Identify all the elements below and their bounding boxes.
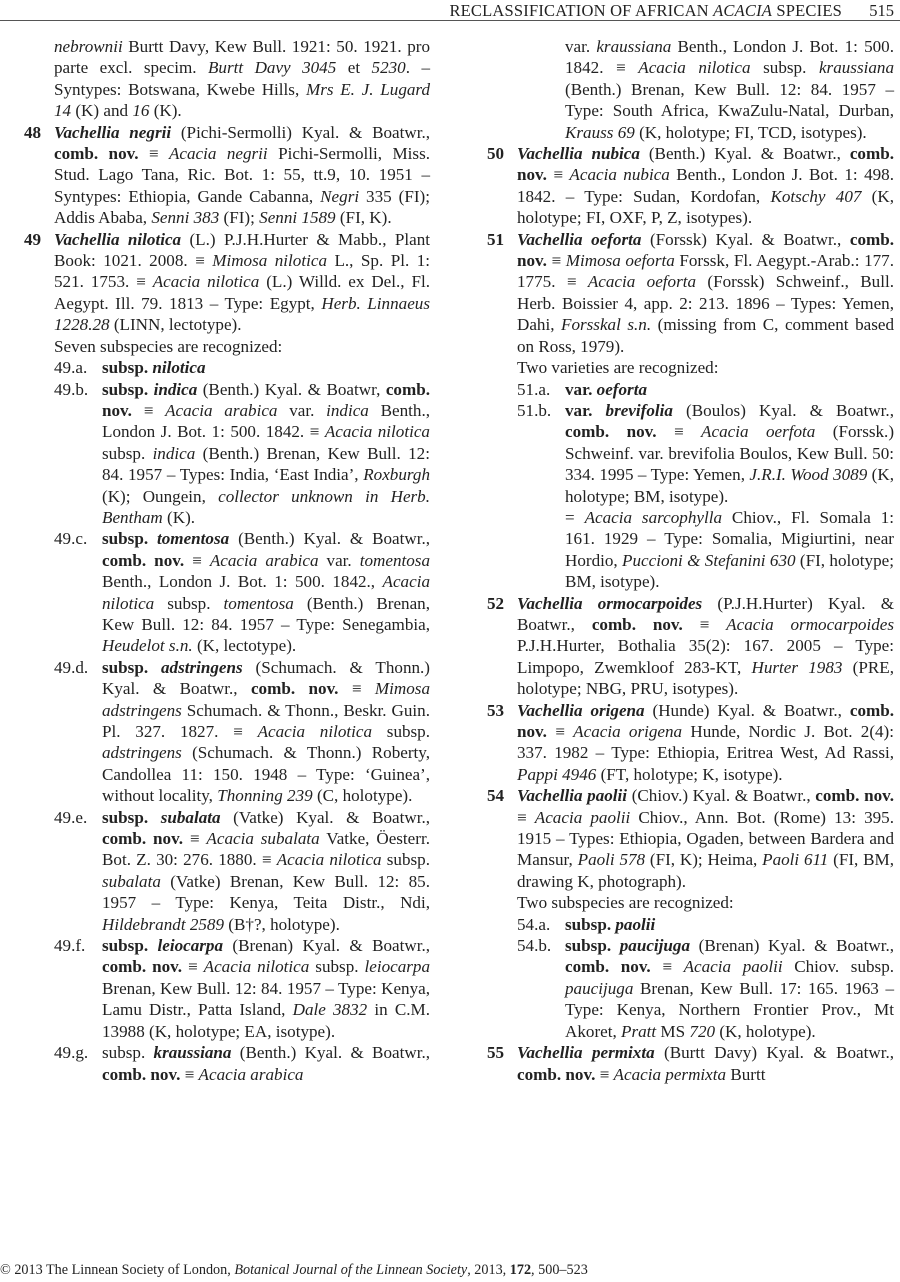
subspecies-label: 49.e. <box>54 807 88 827</box>
species-name: Vachellia origena <box>517 700 645 720</box>
subspecies-entry-49c: 49.c. subsp. tomentosa (Benth.) Kyal. & Boatwr., comb. nov. ≡ Acacia arabica var. tomentosa Benth., London J. Bot. 1: 500. 1842., Acacia nilotica subsp. tomentosa (Benth.) Brenan, Kew Bull. 12: 84. 1957 – Type: Senegambia, Heudelot s.n. (K, lectotype). <box>54 529 431 656</box>
subspecies-epithet: adstringens <box>160 657 243 677</box>
species-name: Vachellia negrii <box>54 122 172 142</box>
page-number: 515 <box>869 1 894 20</box>
species-number: 53 <box>487 700 505 720</box>
species-entry-50: 50 Vachellia nubica (Benth.) Kyal. & Boatwr., comb. nov. ≡ Acacia nubica Benth., London J. Bot. 1: 498. 1842. – Type: Sudan, Kordofan, Kotschy 407 (K, holotype; FI, OXF, P, Z, isotypes). <box>487 144 894 228</box>
species-entry-51: 51 Vachellia oeforta (Forssk) Kyal. & Boatwr., comb. nov. ≡ Mimosa oeforta Forssk, Fl. Aegypt.-Arab.: 177. 1775. ≡ Acacia oeforta (Forssk) Schweinf., Bull. Herb. Boissier 4, app. 2: 213. 1896 – Types: Yemen, Dahi, Forsskal s.n. (missing from C, comment based on Ross, 1979). <box>487 229 895 356</box>
comb-nov: comb. nov. <box>517 700 895 741</box>
variety-entry-51a: 51.a. var. oeforta <box>517 379 647 399</box>
variety-entry-51b: 51.b. var. brevifolia (Boulos) Kyal. & Boatwr., comb. nov. ≡ Acacia oerfota (Forssk.) Schweinf. var. brevifolia Boulos, Kew Bull. 50: 334. 1995 – Type: Yemen, J.R.I. Wood 3089 (K, holotype; BM, isotype). <box>517 400 895 506</box>
comb-nov: comb. nov. <box>102 1064 181 1084</box>
journal-volume: 172 <box>509 1262 532 1278</box>
comb-nov: comb. nov. <box>102 550 185 570</box>
subspecies-label: 49.d. <box>54 657 89 677</box>
entry-continuation: nebrownii Burtt Davy, Kew Bull. 1921: 50. 1921. pro parte excl. specim. Burtt Davy 3045 et 5230. – Syntypes: Botswana, Kwebe Hills, Mrs E. J. Lugard 14 (K) and 16 (K). <box>54 37 430 121</box>
subspecies-entry-49g: 49.g. subsp. kraussiana (Benth.) Kyal. & Boatwr., comb. nov. ≡ Acacia arabica <box>54 1043 430 1084</box>
page-footer: © 2013 The Linnean Society of London, Botanical Journal of the Linnean Society, 2013, 172, 500–523 <box>0 1262 588 1278</box>
subspecies-entry-49g-continued: var. kraussiana Benth., London J. Bot. 1: 500. 1842. ≡ Acacia nilotica subsp. kraussiana (Benth.) Brenan, Kew Bull. 12: 84. 1957 – Type: South Africa, KwaZulu-Natal, Durban, Krauss 69 (K, holotype; FI, TCD, isotypes). <box>565 37 894 142</box>
subspecies-label: 49.g. <box>54 1043 89 1063</box>
species-entry-53: 53 Vachellia origena (Hunde) Kyal. & Boatwr., comb. nov. ≡ Acacia origena Hunde, Nordic J. Bot. 2(4): 337. 1982 – Type: Ethiopia, Eritrea West, Ad Rassi, Pappi 4946 (FT, holotype; K, isotype). <box>487 700 895 784</box>
varieties-note: Two varieties are recognized: <box>517 358 719 378</box>
species-name: Vachellia paolii <box>517 786 628 806</box>
subspecies-entry-54b: 54.b. subsp. paucijuga (Brenan) Kyal. & Boatwr., comb. nov. ≡ Acacia paolii Chiov. subsp. paucijuga Brenan, Kew Bull. 17: 165. 1963 – Type: Kenya, Northern Frontier Prov., Mt Akoret, Pratt MS 720 (K, holotype). <box>517 936 895 1041</box>
comb-nov: comb. nov. <box>102 957 183 977</box>
variety-epithet: oeforta <box>596 379 647 399</box>
right-column <box>487 36 894 1085</box>
species-name: Vachellia nubica <box>517 144 640 164</box>
heterotypic-synonym: = Acacia sarcophylla Chiov., Fl. Somala 1: 161. 1929 – Type: Somalia, Migiurtini, near Hordio, Puccioni & Stefanini 630 (FI, holotype; BM, isotype). <box>565 507 894 592</box>
variety-label: 51.a. <box>517 379 551 399</box>
subspecies-label: 49.f. <box>54 936 86 956</box>
subspecies-label: 49.a. <box>54 358 88 378</box>
subspecies-entry-49b: 49.b. subsp. indica (Benth.) Kyal. & Boatwr, comb. nov. ≡ Acacia arabica var. indica Benth., London J. Bot. 1: 500. 1842. ≡ Acacia nilotica subsp. indica (Benth.) Brenan, Kew Bull. 12: 84. 1957 – Types: India, ‘East India’, Roxburgh (K); Oungein, collector unknown in Herb. Bentham (K). <box>54 379 431 527</box>
subspecies-note: Seven subspecies are recognized: <box>54 336 283 356</box>
species-name: Vachellia nilotica <box>54 229 182 249</box>
subspecies-entry-49d: 49.d. subsp. adstringens (Schumach. & Thonn.) Kyal. & Boatwr., comb. nov. ≡ Mimosa adstringens Schumach. & Thonn., Beskr. Guin. Pl. 327. 1827. ≡ Acacia nilotica subsp. adstringens (Schumach. & Thonn.) Roberty, Candollea 11: 150. 1948 – Type: ‘Guinea’, without locality, Thonning 239 (C, holotype). <box>54 657 431 806</box>
comb-nov: comb. nov. <box>250 679 339 699</box>
comb-nov: comb. nov. <box>565 957 651 977</box>
species-number: 48 <box>24 122 42 142</box>
subspecies-note: Two subspecies are recognized: <box>517 893 734 913</box>
subspecies-epithet: paolii <box>615 914 656 934</box>
subspecies-epithet: indica <box>153 379 198 399</box>
species-name: Vachellia permixta <box>517 1043 655 1063</box>
species-number: 51 <box>487 229 505 249</box>
subspecies-epithet: leiocarpa <box>157 936 223 956</box>
species-entry-54: 54 Vachellia paolii (Chiov.) Kyal. & Boatwr., comb. nov. ≡ Acacia paolii Chiov., Ann. Bot. (Rome) 13: 395. 1915 – Types: Ethiopia, Ogaden, between Bardera and Mansur, Paoli 578 (FI, K); Heima, Paoli 611 (FI, BM, drawing K, photograph). <box>487 786 894 891</box>
comb-nov: comb. nov. <box>517 144 894 185</box>
variety-epithet: brevifolia <box>605 400 673 420</box>
subspecies-epithet: paucijuga <box>619 936 691 956</box>
subspecies-label: 54.b. <box>517 936 552 956</box>
running-title: RECLASSIFICATION OF AFRICAN ACACIA SPECIES <box>449 1 842 20</box>
variety-label: 51.b. <box>517 400 552 420</box>
subspecies-epithet: subalata <box>160 807 221 827</box>
species-number: 55 <box>487 1043 505 1063</box>
left-column <box>24 36 430 1085</box>
subspecies-epithet: nilotica <box>152 358 206 378</box>
subspecies-entry-49a: 49.a. subsp. nilotica <box>54 358 206 378</box>
species-name: Vachellia ormocarpoides <box>517 593 703 613</box>
species-number: 49 <box>24 229 42 249</box>
species-number: 50 <box>487 144 505 164</box>
species-entry-52: 52 Vachellia ormocarpoides (P.J.H.Hurter) Kyal. & Boatwr., comb. nov. ≡ Acacia ormocarpoides P.J.H.Hurter, Bothalia 35(2): 167. 2005 – Type: Limpopo, Zwemkloof 283-KT, Hurter 1983 (PRE, holotype; NBG, PRU, isotypes). <box>487 593 895 699</box>
species-name: Vachellia oeforta <box>517 229 642 249</box>
comb-nov: comb. nov. <box>102 379 430 420</box>
subspecies-label: 49.b. <box>54 379 89 399</box>
subspecies-label: 54.a. <box>517 914 551 934</box>
comb-nov: comb. nov. <box>565 422 657 442</box>
comb-nov: comb. nov. <box>591 614 683 634</box>
journal-title: Botanical Journal of the Linnean Society <box>234 1262 468 1278</box>
comb-nov: comb. nov. <box>815 786 894 806</box>
subspecies-label: 49.c. <box>54 529 88 549</box>
subspecies-epithet: kraussiana <box>153 1043 232 1063</box>
comb-nov: comb. nov. <box>102 829 183 849</box>
subspecies-entry-49e: 49.e. subsp. subalata (Vatke) Kyal. & Boatwr., comb. nov. ≡ Acacia subalata Vatke, Öesterr. Bot. Z. 30: 276. 1880. ≡ Acacia nilotica subsp. subalata (Vatke) Brenan, Kew Bull. 12: 85. 1957 – Type: Kenya, Teita Distr., Ndi, Hildebrandt 2589 (B†?, holotype). <box>54 807 430 934</box>
running-title-genus: ACACIA <box>713 1 773 20</box>
comb-nov: comb. nov. <box>517 229 895 271</box>
comb-nov: comb. nov. <box>54 144 139 164</box>
species-entry-49: 49 Vachellia nilotica (L.) P.J.H.Hurter & Mabb., Plant Book: 1021. 2008. ≡ Mimosa nilotica L., Sp. Pl. 1: 521. 1753. ≡ Acacia nilotica (L.) Willd. ex Del., Fl. Aegypt. Ill. 79. 1813 – Type: Egypt, Herb. Linnaeus 1228.28 (LINN, lectotype). <box>24 229 430 335</box>
species-number: 52 <box>487 593 505 613</box>
species-entry-48: 48 Vachellia negrii (Pichi-Sermolli) Kyal. & Boatwr., comb. nov. ≡ Acacia negrii Pichi-Sermolli, Miss. Stud. Lago Tana, Ric. Bot. 1: 55, tt.9, 10. 1951 – Syntypes: Ethiopia, Gande Cabanna, Negri 335 (FI); Addis Ababa, Senni 383 (FI); Senni 1589 (FI, K). <box>24 122 430 228</box>
species-entry-55: 55 Vachellia permixta (Burtt Davy) Kyal. & Boatwr., comb. nov. ≡ Acacia permixta Burtt <box>487 1043 894 1084</box>
subspecies-epithet: tomentosa <box>157 529 230 549</box>
species-number: 54 <box>487 786 505 806</box>
running-head <box>0 0 900 21</box>
subspecies-entry-54a: 54.a. subsp. paolii <box>517 914 656 934</box>
subspecies-entry-49f: 49.f. subsp. leiocarpa (Brenan) Kyal. & Boatwr., comb. nov. ≡ Acacia nilotica subsp. leiocarpa Brenan, Kew Bull. 12: 84. 1957 – Type: Kenya, Lamu Distr., Patta Island, Dale 3832 in C.M. 13988 (K, holotype; EA, isotype). <box>54 936 431 1041</box>
comb-nov: comb. nov. <box>517 1064 596 1084</box>
